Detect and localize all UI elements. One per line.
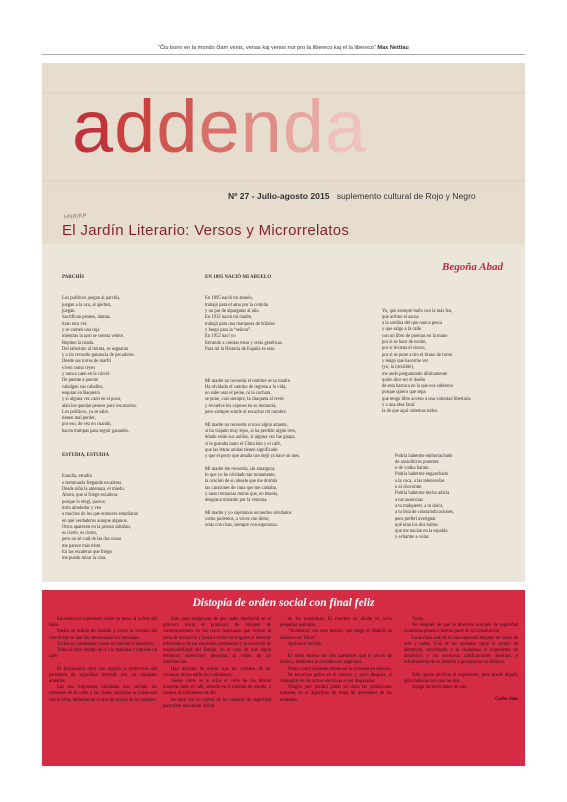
divider: [42, 54, 525, 55]
story-column-2: [163, 617, 271, 710]
poem-text: Estudia, estudia o terminarás fregando escaleras. Desde niña la amenaza, el miedo. Ahora, que sí friego escaleras porque lo elegí, parece, miro alrededor y veo a muchos de los que entonces estudiaron en qué verdaderos aunque algunos. Otros aparecen en la prensa saltaños, es cierto, es cierto, pero no sé cuál de las dos cosas me parece más triste. En las escaleras que friego me puedo mirar la cara.: [62, 474, 139, 562]
logo-letter: d: [156, 85, 199, 168]
poem-nacio: [205, 262, 283, 359]
story-paragraph: Otras cuatro unidades entran en la vivienda en silencio.: [288, 666, 392, 672]
logo-letter: d: [282, 85, 325, 168]
poem-text: Podría haberme emborrachado de ansiolíticos potentes o de vodka barato. Podría haberme enganchado a la coca, a las telenovelas o al chocolate. Podría haberme hecho adicta a tus ausencias a tu malquerer, a tu dolor, a tu lista de contraindicaciones, pero preferí averiguar qué eran los dos bultos que me nacían en la espalda y echarme a volar.: [395, 453, 454, 541]
story-paragraph: Siente cómo se le eriza el vello de los brazos mientras bebe el café, sentado en el módulo de mando, a cientos de kilómetros de allí.: [163, 679, 271, 697]
author-name: Begoña Abad: [442, 261, 504, 273]
story-paragraph: Se hace con el control de las cámaras de seguridad para tener una mejor visión: [163, 697, 271, 709]
story-signature: Carlos Sáez: [495, 697, 518, 703]
poem-podria: [395, 441, 454, 548]
story-paragraph: Ya no.: [412, 617, 425, 622]
story-paragraph: Sólo para asegurarse de que nadie interferirá en el proceso, inicia el protocolo de bloqueo de comunicaciones en las cinco manzanas que rodean la zona de actuación y lanza a todos los hogares el mensaje informativo de las sanciones pertinentes y la exención de responsabilidad del Estado, en el caso de que algún elemento subversivo desoyera la orden de no intervención.: [163, 617, 271, 666]
issue-number: Nº 27 - Julio-agosto 2015: [228, 191, 330, 201]
story-paragraph: “Acabemos con esta mierda, que juega el Madrid un amistoso en Tokio”.: [280, 629, 392, 641]
story-paragraph: Sólo queda archivar el expediente, pero puede dejarlo para mañana; son casi las dos.: [404, 672, 518, 685]
poem-estudia: [62, 440, 138, 569]
logo-letter: d: [114, 85, 157, 168]
poem-parchis: [62, 262, 137, 441]
poem-title: ESTUDIA, ESTUDIA: [62, 452, 109, 458]
story-paragraph: El robot mueve los tres apéndices que le sirven de dedos y desmonta la cerradura en segundos.: [280, 654, 392, 666]
poem-title: EN 1895 NACIÓ MI ABUELO: [205, 274, 272, 280]
quote-author: Max Nettlau: [377, 45, 409, 51]
story-paragraph: Apaga las luces antes de salir.: [412, 685, 468, 691]
story-column-3: [280, 617, 392, 704]
poem-madre: [205, 366, 300, 536]
story-column-1: [49, 617, 157, 704]
logo-letter: e: [198, 85, 241, 168]
story-paragraph: …: [57, 660, 62, 666]
issue-line: [228, 191, 476, 201]
quote-text: “Ĉiu bono en la mondo ĉiam venis, venas kaj venos nur pro la libereco kaj el la libereco”: [158, 45, 376, 51]
story-paragraph: Se escuchan gritos en el interior y, poco después, el chasquido de las armas eléctricas al ser disparadas.: [280, 672, 392, 685]
supplement-subtitle: suplemento cultural de Rojo y Negro: [336, 191, 476, 201]
poem-text: Yo, que siempre bailo con la más fea, que arrimo el ascua a la sardina del que nunca pesca y que salgo a la calle con un libro de poemas en la mano por si se hace de noche, por si levanta el cierzo, por si se pone a tiro el tirano de turno y tengo que hacerme ver (yo, la invisible), me ando preguntando últimamente quién dice ser el dueño de esta barraca en la que nos subieron porque quiero que sepa que tengo libre acceso a una voluntad libertaria y a una idea fatal: la de que aquí cabemos todos.: [382, 308, 471, 415]
poem-text: En 1895 nació mi abuelo, trabajó para el amo por la comida y un par de alpargatas al año. En 1932 nació mi madre, trabajó para una marquesa de búfalos y luego para la “señora”. En 1952 nací yo llevando a cuestas estas y otras genéticas. Para mí la Historia de España es esto.: [205, 296, 283, 352]
story-paragraph: Encuentra el expediente sobre su mesa al volver del baño.: [49, 617, 157, 629]
story-paragraph: No después de que la directiva europea de seguridad ciudadana pasara a formar parte de la Constitución.: [404, 623, 518, 635]
section-title: El Jardín Literario: Versos y Microrrelatos: [62, 222, 350, 239]
story-paragraph: Teclea su contraseña y pone en marcha el operativo.: [57, 641, 155, 647]
story-paragraph: …: [288, 648, 293, 654]
stamp: HNR/KP: [63, 213, 87, 221]
header-quote: [0, 45, 567, 51]
story-paragraph: Las dos furgonetas blindadas han cerrado los extremos de la calle y las cintas amarillas se balancean con la brisa, delimitando el área de acción de los agentes.: [49, 685, 157, 703]
logo-letter: n: [240, 85, 283, 168]
story-paragraph: La anciana sale de la casa esposada dejando un rastro de orín y babas. Una de las unidades sigue al cortejo de detención, recordando a la ciudadana el expediente de desahucio y las sucesivas notificaciones desoídas, e informándola de su derecho a permanecer en silencio.: [404, 635, 518, 666]
addenda-logo: [72, 85, 368, 168]
story-paragraph: Hay miradas de miedo tras los cristales de las ventanas de los edificios colindantes.: [163, 666, 271, 678]
story-column-4: [404, 617, 518, 704]
story-paragraph: Ningún juez pondrá jamás en duda las grabaciones tomadas en el algoritmo de toma de decisiones de las unidades.: [280, 685, 392, 703]
poem-sube: [382, 296, 471, 422]
poem-text: Los políticos juegan al parchís, juegan a la oca, al ajedrez, juegan. Sacrifican peones, damas, tiran otra vez y se comen una roja mientras la azul se cuenta veinte. Repiten la tirada. Del laberinto al treinta, se seguaran y a río revuelto ganancia de pecadores. Desde sus torres de marfil viven como reyes y nunca caen en la cárcel. De puente a puente cabalgan sus caballos, esquían en Baqueira y si alguna vez caen en el pozo, alan los quedan peones para rescatarlos. Los políticos, ya se sabe, tienen mal perder, por eso, de vez en cuando, hacen trampas para seguir ganando.: [62, 296, 137, 434]
story-paragraph: Aprieta el teclado.: [288, 641, 323, 647]
poem-text: Mi madre no recuerda el nombre se su madre. Ha olvidado el camino de regreso a la vida, no sabe usar el peine, ni la cuchara, se pone, casi siempre, la chaqueta al revés y revuelve los cajones en su memoria, pero siempre sonríe al escuchar mi nombre. Mi madre no recuerda si tuvo algún amante, si ha viajado muy lejos, si ha perdido algún tren, dónde están sus anillos, si alguna vez fue guapa, si le gustaba tanto el Chinchón y el café, que las letras unidas tienen significado y que el perro que amaba nos dejó ya hace un mes. Mi madre me recuerda, sin amargura, lo que yo he olvidado tan tontamente, la oración de su abuela que me dormía las canciones de cuna que me cantaba, y unas romanzas moras que, en letanía, desgrana mirando por la ventana. Mi madre y yo sujetamos recuerdos olvidados como podemos, a veces con dolor, otras con risas, siempre con esperanza.: [205, 378, 301, 529]
story-paragraph: de las maniobras. El monitor se divide en ocho pequeñas pantallas.: [280, 617, 392, 629]
story-title: Distopía de orden social con final feliz: [192, 597, 375, 609]
story-paragraph: …: [412, 666, 417, 672]
logo-letter: a: [324, 85, 368, 168]
story-paragraph: Todavía tiene tiempo de ir a la máquina y tomarse un café.: [49, 648, 157, 660]
poem-title: PARCHÍS: [62, 274, 85, 280]
logo-letter: a: [72, 85, 115, 168]
story-paragraph: Suelta un bufido de fastidio y cierra la ventana del chat donde se han ido amontonado los mensajes.: [49, 629, 157, 641]
story-paragraph: El funcionario mira con orgullo la perfección del perímetro de seguridad formado por las unidades armadas.: [49, 666, 157, 685]
